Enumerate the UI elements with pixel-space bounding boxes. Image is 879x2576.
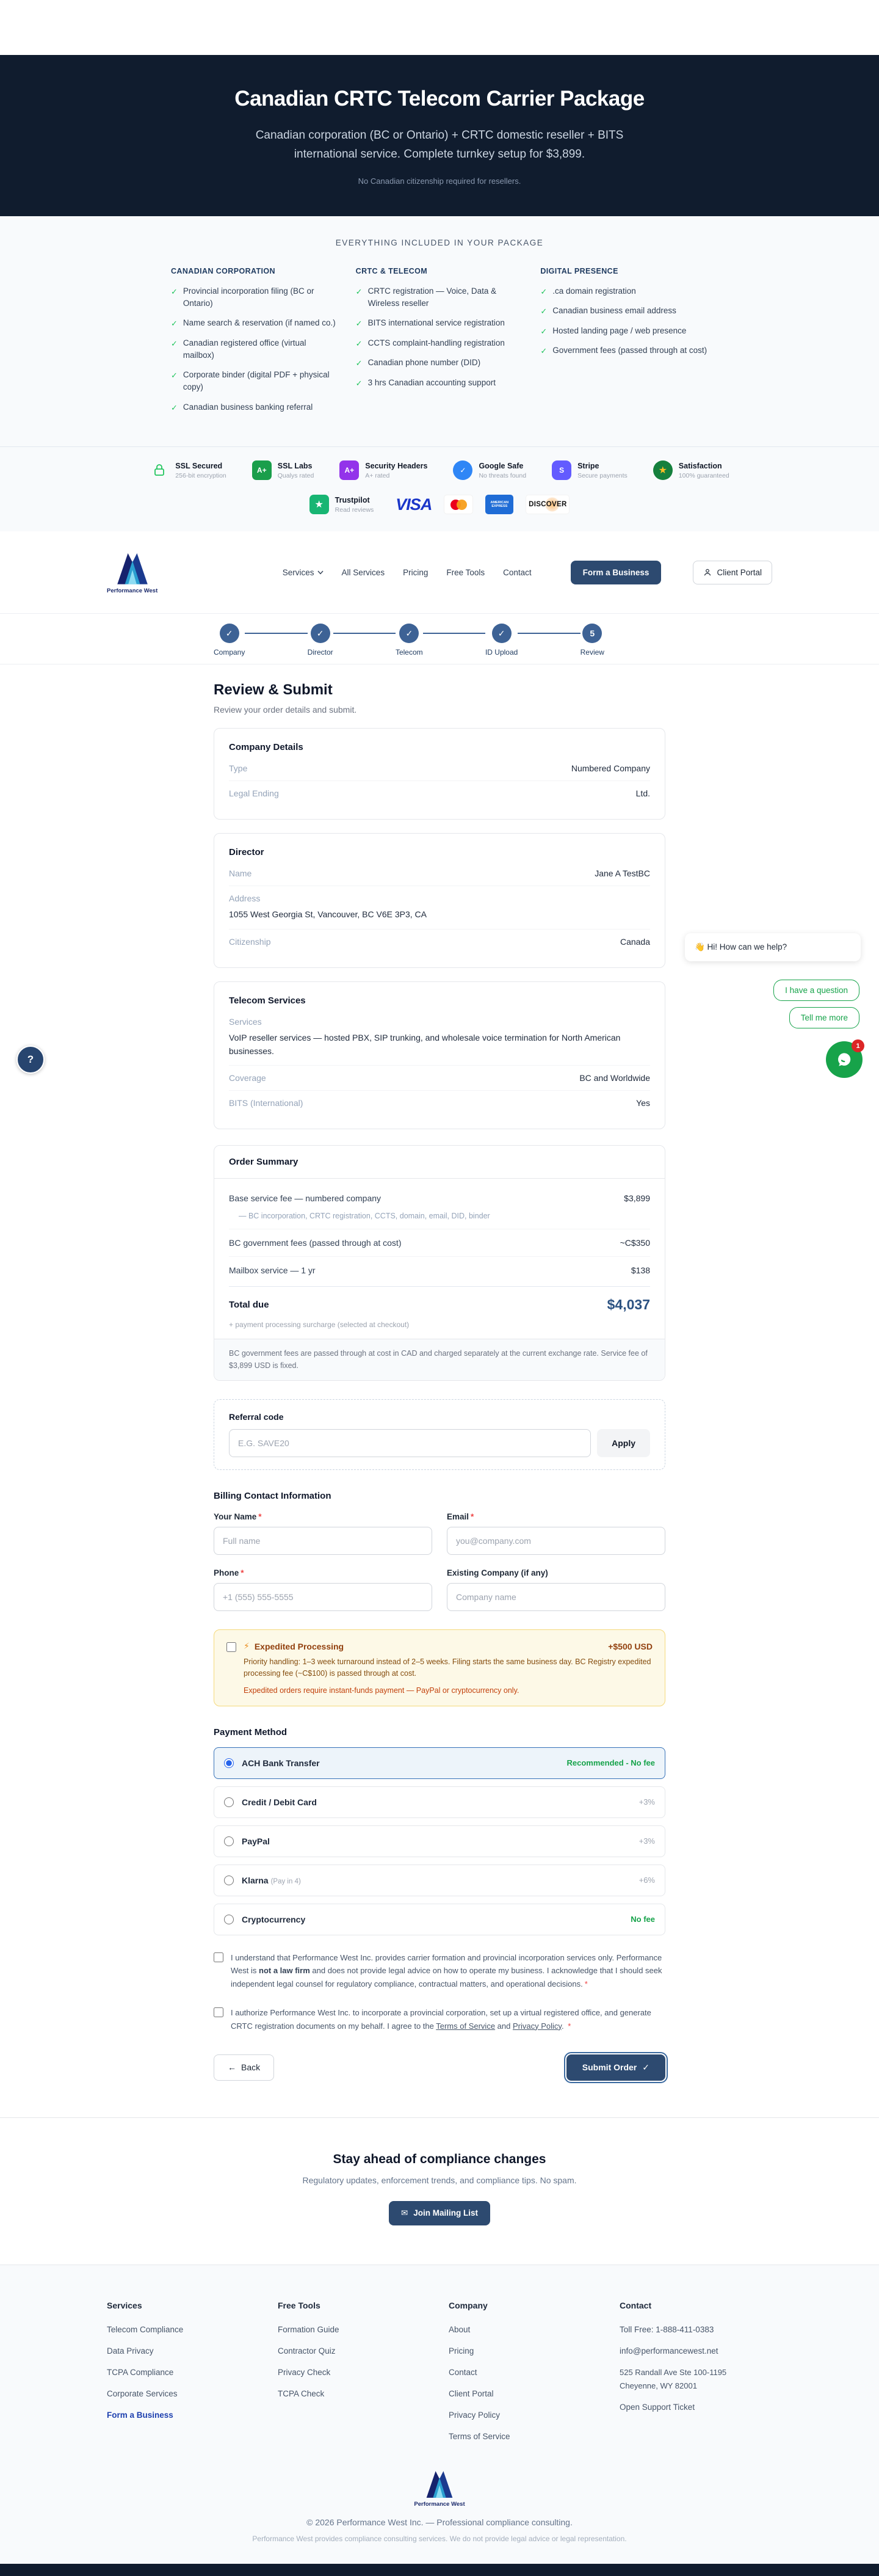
required-mark: * (258, 1512, 262, 1521)
footer-link-tcpa-compliance[interactable]: TCPA Compliance (107, 2367, 174, 2377)
form-a-business-button[interactable]: Form a Business (571, 561, 662, 584)
included-item: ✓ CRTC registration — Voice, Data & Wireless reseller (356, 285, 524, 310)
step-done-icon: ✓ (399, 624, 419, 643)
hero-title: Canadian CRTC Telecom Carrier Package (234, 87, 645, 111)
terms-of-service-link[interactable]: Terms of Service (436, 2021, 496, 2031)
user-icon (703, 568, 712, 577)
newsletter-subtitle: Regulatory updates, enforcement trends, and compliance tips. No spam. (302, 2175, 577, 2185)
payment-radio-crypto[interactable] (224, 1915, 234, 1924)
required-mark: * (471, 1512, 474, 1521)
footer-disclaimer: Performance West provides compliance consulting services. We do not provide legal advice or legal representation. (252, 2534, 627, 2543)
visa-logo: VISA (396, 495, 432, 514)
check-icon: ✓ (642, 2062, 649, 2072)
payment-method-section (214, 1727, 665, 1935)
klarna-note: (Pay in 4) (270, 1877, 301, 1885)
order-line-gov-fees: BC government fees (passed through at cost) ~C$350 (229, 1229, 650, 1257)
payment-option-paypal[interactable]: PayPal +3% (214, 1825, 665, 1857)
included-item: ✓ Canadian registered office (virtual mailbox) (171, 337, 339, 362)
included-column-corporation (171, 267, 339, 421)
nav-link-free-tools[interactable]: Free Tools (446, 567, 485, 577)
page-title: Review & Submit (214, 682, 333, 699)
name-field: Your Name * Full name (214, 1512, 432, 1555)
telecom-services-row: Services VoIP reseller services — hosted PBX, SIP trunking, and wholesale voice termination for North American businesses. (229, 1016, 621, 1056)
footer-logo (414, 2469, 465, 2508)
step-review[interactable]: 5 Review (581, 624, 604, 657)
director-address-row: Address 1055 West Georgia St, Vancouver, BC V6E 3P3, CA (229, 886, 650, 929)
footer-link-privacy-policy[interactable]: Privacy Policy (449, 2410, 501, 2420)
copyright: © 2026 Performance West Inc. — Professional compliance consulting. (306, 2517, 573, 2527)
step-connector (518, 633, 580, 634)
arrow-left-icon: ← (228, 2062, 236, 2073)
telecom-services-card (214, 981, 665, 1129)
footer-address-line1: 525 Randall Ave Ste 100-1195 (620, 2367, 727, 2377)
trust-badge-security-headers: A+ Security Headers A+ rated (339, 460, 427, 480)
included-item: ✓ Canadian business email address (540, 305, 708, 318)
amex-logo: AMERICAN EXPRESS (485, 495, 513, 514)
included-item: ✓ .ca domain registration (540, 285, 708, 298)
footer-link-corporate-services[interactable]: Corporate Services (107, 2389, 178, 2398)
order-summary-card (214, 1145, 665, 1381)
chat-launcher-button[interactable] (826, 1041, 863, 1078)
step-company[interactable]: ✓ Company (214, 624, 245, 657)
expedited-price: +$500 USD (608, 1641, 653, 1651)
privacy-policy-link[interactable]: Privacy Policy (512, 2021, 562, 2031)
email-input[interactable] (447, 1527, 665, 1555)
step-done-icon: ✓ (311, 624, 330, 643)
brand-name: Performance West (107, 587, 158, 594)
payment-radio-card[interactable] (224, 1797, 234, 1807)
trust-badge-stripe: S Stripe Secure payments (552, 460, 628, 480)
footer-link-contact[interactable]: Contact (449, 2367, 477, 2377)
footer-phone[interactable]: Toll Free: 1-888-411-0383 (620, 2324, 714, 2334)
nav-link-services[interactable]: Services (283, 568, 324, 577)
mastercard-logo (444, 495, 473, 514)
check-icon: ✓ (171, 286, 178, 296)
order-line-base-fee-detail: — BC incorporation, CRTC registration, CCTS, domain, email, DID, binder (229, 1212, 650, 1229)
payment-option-klarna[interactable]: Klarna (Pay in 4) +6% (214, 1865, 665, 1896)
order-line-mailbox: Mailbox service — 1 yr $138 (229, 1265, 650, 1276)
order-total-row: Total due $4,037 (229, 1286, 650, 1315)
expedited-processing-box (214, 1629, 665, 1706)
check-icon: ✓ (171, 371, 178, 380)
chat-quick-reply-question[interactable]: I have a question (773, 980, 859, 1001)
phone-input[interactable] (214, 1583, 432, 1611)
included-item: ✓ BITS international service registration (356, 317, 524, 330)
step-id-upload[interactable]: ✓ ID Upload (485, 624, 518, 657)
referral-code-card (214, 1399, 665, 1470)
step-done-icon: ✓ (220, 624, 239, 643)
included-item: ✓ Provincial incorporation filing (BC or Ontario) (171, 285, 339, 310)
check-icon: ✓ (355, 319, 363, 329)
agreement-authorize: I authorize Performance West Inc. to incorporate a provincial corporation, set up a virtual registered office, and generate CRTC registration documents on my behalf. I agree to the Terms of Service and Privacy Policy. * (214, 2006, 665, 2032)
footer-link-about[interactable]: About (449, 2324, 471, 2334)
phone-field: Phone * +1 (555) 555-5555 (214, 1568, 432, 1611)
stripe-icon: S (552, 460, 571, 480)
check-icon: ✓ (171, 338, 178, 348)
chat-unread-badge: 1 (852, 1039, 864, 1052)
expedited-description: Priority handling: 1–3 week turnaround instead of 2–5 weeks. Filing starts the same business day. BC Registry expedited processing fee (~C$100) is passed through at cost. (244, 1657, 651, 1678)
card-title: Director (229, 847, 264, 858)
check-icon: ✓ (171, 402, 178, 412)
footer-column-company: Company About Pricing Contact Client Portal Privacy Policy Terms of Service (449, 2301, 601, 2453)
check-icon: ✓ (355, 338, 363, 348)
payment-option-ach[interactable]: ACH Bank Transfer Recommended - No fee (214, 1747, 665, 1779)
company-type-row: Type Numbered Company (229, 763, 650, 774)
step-director[interactable]: ✓ Director (308, 624, 333, 657)
envelope-icon: ✉ (400, 2208, 408, 2218)
order-total-amount: $4,037 (607, 1297, 650, 1313)
director-name-row: Name Jane A TestBC (229, 868, 650, 879)
footer-column-free-tools: Free Tools Formation Guide Contractor Quiz Privacy Check TCPA Check (278, 2301, 430, 2453)
director-card (214, 833, 665, 968)
footer-link-telecom-compliance[interactable]: Telecom Compliance (107, 2324, 184, 2334)
footer-link-form-a-business[interactable]: Form a Business (107, 2410, 173, 2420)
check-icon: ✓ (540, 326, 548, 336)
brand-logo[interactable] (107, 551, 157, 594)
name-input[interactable] (214, 1527, 432, 1555)
expedited-checkbox[interactable] (226, 1642, 236, 1652)
payment-option-card[interactable]: Credit / Debit Card +3% (214, 1786, 665, 1818)
referral-code-input[interactable] (229, 1429, 591, 1457)
included-item: ✓ Hosted landing page / web presence (540, 325, 708, 338)
footer-link-privacy-check[interactable]: Privacy Check (278, 2367, 331, 2377)
trust-badge-ssl: SSL Secured 256-bit encryption (150, 460, 226, 480)
lock-icon (150, 460, 169, 480)
check-icon: ✓ (171, 319, 178, 329)
chat-greeting-bubble: 👋 Hi! How can we help? (685, 933, 861, 961)
trust-badge-ssllabs: A+ SSL Labs Qualys rated (252, 460, 314, 480)
progress-stepper (0, 613, 879, 664)
top-spacer (0, 0, 879, 55)
included-item: ✓ Government fees (passed through at cost) (540, 344, 708, 357)
lightning-icon: ⚡ (244, 1641, 250, 1651)
footer-column-services: Services Telecom Compliance Data Privacy TCPA Compliance Corporate Services Form a Business (107, 2301, 259, 2453)
discover-logo: DISCOVER (526, 495, 570, 514)
step-number: 5 (582, 624, 602, 643)
included-item: ✓ Canadian business banking referral (171, 401, 339, 414)
a-plus-rating-icon: A+ (339, 460, 359, 480)
performance-west-logo-icon (114, 551, 151, 585)
payment-title: Payment Method (214, 1726, 288, 1737)
director-citizenship-row: Citizenship Canada (229, 929, 650, 954)
order-summary-footnote: BC government fees are passed through at cost in CAD and charged separately at the current exchange rate. Service fee of $3,899 USD is fixed. (214, 1339, 665, 1380)
step-telecom[interactable]: ✓ Telecom (396, 624, 423, 657)
footer-open-support-ticket[interactable]: Open Support Ticket (620, 2402, 695, 2412)
existing-company-input[interactable] (447, 1583, 665, 1611)
submit-order-button[interactable]: Submit Order ✓ (566, 2054, 665, 2081)
referral-code-label: Referral code (229, 1412, 284, 1422)
included-column-title: CRTC & TELECOM (355, 266, 428, 275)
order-total-note: + payment processing surcharge (selected at checkout) (229, 1320, 410, 1330)
included-heading: EVERYTHING INCLUDED IN YOUR PACKAGE (335, 238, 544, 247)
nav-link-contact[interactable]: Contact (503, 567, 532, 577)
included-column-title: CANADIAN CORPORATION (171, 266, 275, 275)
order-line-base-fee: Base service fee — numbered company $3,899 (229, 1193, 650, 1204)
included-item: ✓ Name search & reservation (if named co.) (171, 317, 339, 330)
email-field: Email * you@company.com (447, 1512, 665, 1555)
apply-referral-button[interactable]: Apply (597, 1429, 650, 1457)
footer (0, 2265, 879, 2576)
hero-note: No Canadian citizenship required for resellers. (358, 176, 521, 186)
legal-ending-row: Legal Ending Ltd. (229, 780, 650, 806)
check-icon: ✓ (540, 307, 548, 316)
footer-address-line2: Cheyenne, WY 82001 (620, 2381, 697, 2390)
back-button[interactable]: ← Back (214, 2054, 274, 2081)
agreement-checkbox-1[interactable] (214, 1952, 223, 1962)
a-plus-rating-icon: A+ (252, 460, 272, 480)
footer-link-contractor-quiz[interactable]: Contractor Quiz (278, 2346, 336, 2356)
trust-badge-google-safe: ✓ Google Safe No threats found (453, 460, 526, 480)
billing-title: Billing Contact Information (214, 1491, 331, 1501)
card-title: Company Details (229, 742, 303, 753)
chevron-down-icon (317, 570, 324, 575)
trustpilot-star-icon: ★ (309, 495, 329, 514)
page-subtitle: Review your order details and submit. (214, 705, 357, 715)
performance-west-logo-icon (423, 2469, 456, 2498)
help-button[interactable]: ? (16, 1046, 45, 1074)
included-section (0, 216, 879, 447)
check-icon: ✓ (540, 346, 548, 356)
footer-email[interactable]: info@performancewest.net (620, 2346, 718, 2356)
card-title: Telecom Services (229, 995, 306, 1006)
join-mailing-list-button[interactable]: ✉ Join Mailing List (389, 2201, 490, 2225)
agreement-checkbox-2[interactable] (214, 2007, 223, 2017)
newsletter-title: Stay ahead of compliance changes (333, 2152, 546, 2166)
check-icon: ✓ (355, 378, 363, 388)
footer-link-client-portal[interactable]: Client Portal (449, 2389, 494, 2398)
agreement-not-law-firm: I understand that Performance West Inc. provides carrier formation and provincial incorporation services only. Performance West is not a law firm and does not provide legal advice on how to operate my business. I acknowledge that I should seek independent legal counsel for regulatory compliance, contractual matters, and operational decisions. * (214, 1951, 665, 1990)
footer-link-terms-of-service[interactable]: Terms of Service (449, 2431, 510, 2441)
footer-link-pricing[interactable]: Pricing (449, 2346, 474, 2356)
check-icon: ✓ (355, 358, 363, 368)
existing-company-field: Existing Company (if any) Company name (447, 1568, 665, 1611)
required-mark: * (241, 1568, 244, 1577)
expedited-warning: Expedited orders require instant-funds payment — PayPal or cryptocurrency only. (244, 1686, 519, 1695)
shield-check-icon: ✓ (453, 460, 472, 480)
chat-bubble-icon (835, 1050, 853, 1069)
step-connector (245, 633, 307, 634)
main-content (214, 664, 665, 2081)
billing-contact-section (214, 1491, 665, 1611)
step-connector (423, 633, 485, 634)
footer-link-formation-guide[interactable]: Formation Guide (278, 2324, 339, 2334)
nav-link-pricing[interactable]: Pricing (403, 567, 429, 577)
check-icon: ✓ (355, 286, 363, 296)
telecom-bits-row: BITS (International) Yes (229, 1090, 650, 1115)
included-item: ✓ Corporate binder (digital PDF + physical copy) (171, 369, 339, 394)
included-item: ✓ 3 hrs Canadian accounting support (356, 377, 524, 390)
main-nav (0, 531, 879, 613)
footer-link-tcpa-check[interactable]: TCPA Check (278, 2389, 325, 2398)
included-item: ✓ CCTS complaint-handling registration (356, 337, 524, 350)
bottom-bar (0, 2564, 879, 2576)
payment-option-crypto[interactable]: Cryptocurrency No fee (214, 1904, 665, 1935)
included-item: ✓ Canadian phone number (DID) (356, 357, 524, 369)
order-summary-title: Order Summary (214, 1146, 665, 1179)
included-column-digital (540, 267, 708, 421)
newsletter-section (0, 2117, 879, 2265)
trust-badge-satisfaction: ★ Satisfaction 100% guaranteed (653, 460, 729, 480)
check-icon: ✓ (540, 286, 548, 296)
trust-strip (0, 446, 879, 531)
chat-quick-reply-more[interactable]: Tell me more (789, 1007, 859, 1028)
payment-radio-klarna[interactable] (224, 1876, 234, 1885)
step-connector (333, 633, 396, 634)
hero-section (0, 55, 879, 216)
company-details-card (214, 728, 665, 820)
payment-radio-ach[interactable] (224, 1758, 234, 1768)
included-column-telecom (356, 267, 524, 421)
expedited-title: Expedited Processing (254, 1641, 344, 1651)
footer-brand-name: Performance West (414, 2500, 465, 2508)
trustpilot-badge[interactable]: ★ Trustpilot Read reviews (309, 495, 374, 514)
star-icon: ★ (653, 460, 673, 480)
nav-link-all-services[interactable]: All Services (341, 567, 385, 577)
required-mark: * (568, 2021, 571, 2031)
telecom-coverage-row: Coverage BC and Worldwide (229, 1065, 650, 1090)
included-column-title: DIGITAL PRESENCE (540, 266, 618, 275)
step-done-icon: ✓ (492, 624, 512, 643)
hero-subtitle: Canadian corporation (BC or Ontario) + CRTC domestic reseller + BITS international service. Complete turnkey setup for $3,899. (255, 129, 624, 161)
footer-column-contact: Contact Toll Free: 1-888-411-0383 info@performancewest.net 525 Randall Ave Ste 100-1195 Cheyenne, WY 82001 Open Support Ticket (620, 2301, 772, 2453)
client-portal-button[interactable]: Client Portal (693, 561, 772, 584)
required-mark: * (584, 1979, 588, 1988)
payment-radio-paypal[interactable] (224, 1836, 234, 1846)
footer-link-data-privacy[interactable]: Data Privacy (107, 2346, 154, 2356)
